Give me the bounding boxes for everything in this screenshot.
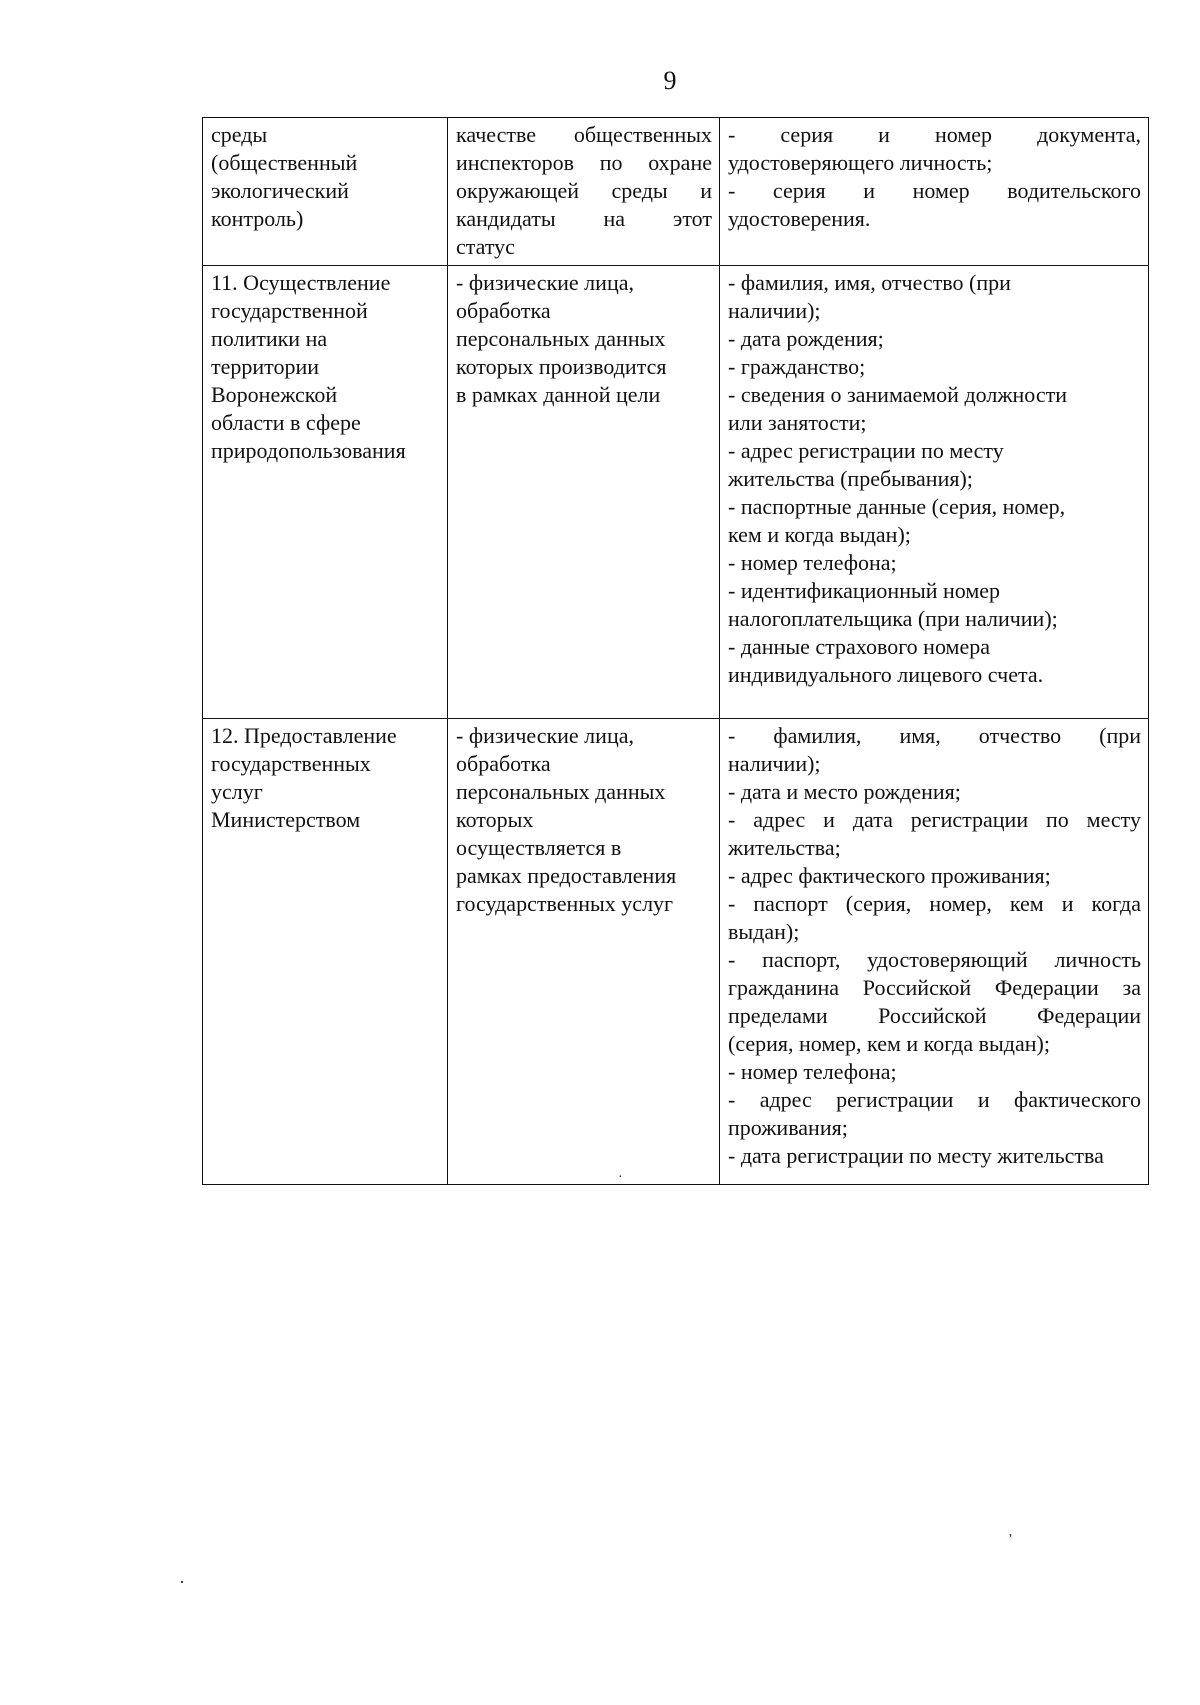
text-line: государственной <box>211 298 368 323</box>
text-line: пределами Российской Федерации <box>728 1003 1141 1028</box>
text-line: - физические лица, <box>456 270 634 295</box>
table-row <box>203 719 1149 1185</box>
text-line: индивидуального лицевого счета. <box>728 662 1044 687</box>
text-line: услуг <box>211 779 263 804</box>
text-line: персональных данных <box>456 326 666 351</box>
text-line: (общественный <box>211 150 358 175</box>
text-line: - фамилия, имя, отчество (при <box>728 270 1011 295</box>
text-line: политики на <box>211 326 328 351</box>
text-line: - номер телефона; <box>728 1059 897 1084</box>
page-number: 9 <box>663 66 677 95</box>
text-line: - паспорт (серия, номер, кем и когда <box>728 891 1141 916</box>
text-line: среды <box>211 122 268 147</box>
subjects-cell <box>448 719 720 1185</box>
text-line: - адрес фактического проживания; <box>728 863 1051 888</box>
text-line: - данные страхового номера <box>728 634 990 659</box>
text-line: - серия и номер водительского <box>728 178 1141 203</box>
text-line: - фамилия, имя, отчество (при <box>728 723 1141 748</box>
text-line: - дата регистрации по месту жительства <box>728 1143 1104 1168</box>
text-line: Министерством <box>211 807 361 832</box>
text-line: Воронежской <box>211 382 338 407</box>
text-line: 11. Осуществление <box>211 270 391 295</box>
text-line: обработка <box>456 751 551 776</box>
text-line: налогоплательщика (при наличии); <box>728 606 1058 631</box>
scan-speck: · <box>179 1572 185 1592</box>
text-line: (серия, номер, кем и когда выдан); <box>728 1031 1050 1056</box>
subjects-cell <box>448 118 720 266</box>
text-line: персональных данных <box>456 779 666 804</box>
text-line: - дата и место рождения; <box>728 779 961 804</box>
text-line: - идентификационный номер <box>728 578 1001 603</box>
text-line: кандидаты на этот <box>456 206 712 231</box>
text-line: государственных услуг <box>456 891 674 916</box>
text-line: качестве общественных <box>456 122 712 147</box>
text-line: - серия и номер документа, <box>728 122 1141 147</box>
text-line: - физические лица, <box>456 723 634 748</box>
text-line: или занятости; <box>728 410 867 435</box>
text-line: которых <box>456 807 534 832</box>
text-line: - адрес регистрации по месту <box>728 438 1004 463</box>
purpose-cell <box>203 266 448 719</box>
text-line: - гражданство; <box>728 354 866 379</box>
text-line: - адрес регистрации и фактического <box>728 1087 1141 1112</box>
text-line: окружающей среды и <box>456 178 712 203</box>
text-line: выдан); <box>728 919 800 944</box>
text-line: инспекторов по охране <box>456 150 712 175</box>
text-line: - сведения о занимаемой должности <box>728 382 1068 407</box>
text-line: контроль) <box>211 206 304 231</box>
data-cell <box>720 266 1149 719</box>
text-line: экологический <box>211 178 349 203</box>
text-line: - адрес и дата регистрации по месту <box>728 807 1141 832</box>
text-line: - номер телефона; <box>728 550 897 575</box>
table-row <box>203 118 1149 266</box>
text-line: рамках предоставления <box>456 863 677 888</box>
purpose-cell <box>203 719 448 1185</box>
text-line: удостоверения. <box>728 206 871 231</box>
text-line: - дата рождения; <box>728 326 884 351</box>
text-line: удостоверяющего личность; <box>728 150 993 175</box>
purpose-cell <box>203 118 448 266</box>
text-line: которых производится <box>456 354 667 379</box>
text-line: - паспортные данные (серия, номер, <box>728 494 1066 519</box>
table-row <box>203 266 1149 719</box>
text-line: осуществляется в <box>456 835 622 860</box>
text-line: государственных <box>211 751 371 776</box>
data-cell <box>720 118 1149 266</box>
text-line: природопользования <box>211 438 406 463</box>
text-line: в рамках данной цели <box>456 382 661 407</box>
text-line: территории <box>211 354 320 379</box>
subjects-cell <box>448 266 720 719</box>
text-line: наличии); <box>728 751 821 776</box>
text-line: - паспорт, удостоверяющий личность <box>728 947 1141 972</box>
text-line: проживания; <box>728 1115 848 1140</box>
text-line: гражданина Российской Федерации за <box>728 975 1141 1000</box>
scan-speck: · <box>618 1170 623 1185</box>
personal-data-table <box>202 117 1149 1185</box>
text-line: кем и когда выдан); <box>728 522 911 547</box>
text-line: наличии); <box>728 298 821 323</box>
scan-speck: ʼ <box>1008 1532 1013 1547</box>
text-line: жительства; <box>728 835 841 860</box>
text-line: обработка <box>456 298 551 323</box>
text-line: жительства (пребывания); <box>728 466 973 491</box>
data-cell <box>720 719 1149 1185</box>
text-line: области в сфере <box>211 410 361 435</box>
text-line: статус <box>456 234 515 259</box>
text-line: 12. Предоставление <box>211 723 397 748</box>
